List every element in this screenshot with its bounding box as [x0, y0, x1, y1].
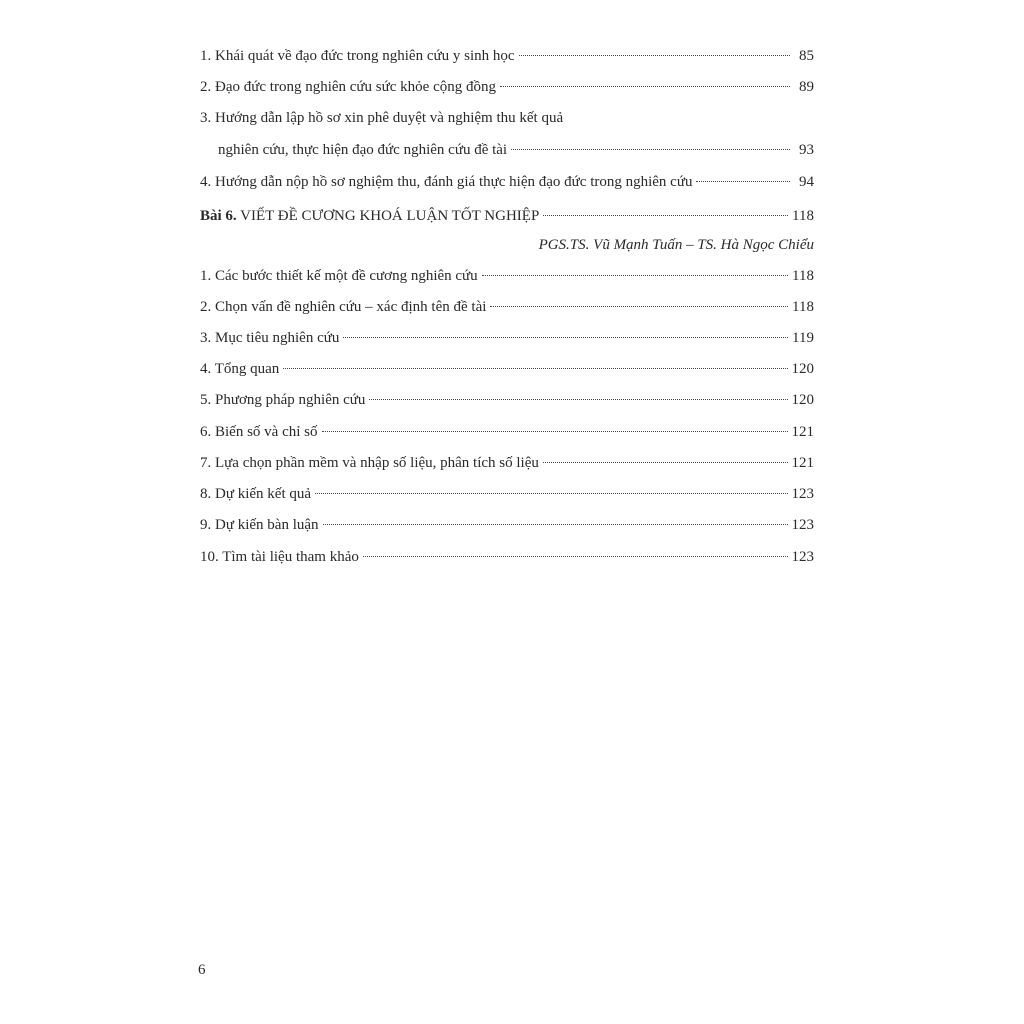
chapter-heading — [200, 205, 814, 227]
toc-entry-title: 3. Mục tiêu nghiên cứu — [200, 330, 340, 346]
toc-entry-page: 120 — [791, 361, 814, 377]
toc-entry — [200, 514, 814, 536]
toc-entry-title: 5. Phương pháp nghiên cứu — [200, 392, 366, 408]
toc-entry — [200, 76, 814, 98]
toc-entry-title: 7. Lựa chọn phần mềm và nhập số liệu, phân tích số liệu — [200, 455, 539, 471]
toc-entry-title: 10. Tìm tài liệu tham khảo — [200, 549, 359, 565]
toc-entry-title: 4. Tổng quan — [200, 361, 280, 377]
toc-entry-page: 121 — [791, 455, 814, 471]
toc-entry — [200, 389, 814, 411]
toc-leader-dots — [543, 462, 788, 463]
toc-entry-title: 8. Dự kiến kết quả — [200, 486, 312, 502]
toc-leader-dots — [543, 215, 788, 216]
toc-leader-dots — [519, 55, 790, 56]
toc-entry-title: 4. Hướng dẫn nộp hồ sơ nghiệm thu, đánh giá thực hiện đạo đức trong nghiên cứu — [200, 174, 693, 190]
toc-entry-page: 94 — [799, 174, 814, 190]
toc-leader-dots — [482, 275, 788, 276]
toc-leader-dots — [323, 524, 788, 525]
toc-entry — [200, 171, 814, 193]
toc-entry-page: 120 — [791, 392, 814, 408]
toc-entry — [200, 483, 814, 505]
chapter-number: Bài 6. — [200, 208, 237, 224]
toc-entry-title: 2. Chọn vấn đề nghiên cứu – xác định tên đề tài — [200, 299, 487, 315]
toc-entry-page: 118 — [792, 299, 814, 315]
chapter-page: 118 — [792, 208, 814, 224]
toc-entry — [218, 139, 814, 161]
toc-entry-page: 118 — [792, 268, 814, 284]
page-number: 6 — [198, 962, 206, 978]
toc-entry-page: 119 — [792, 330, 814, 346]
chapter-title: VIẾT ĐỀ CƯƠNG KHOÁ LUẬN TỐT NGHIỆP — [240, 208, 540, 224]
toc-leader-dots — [511, 149, 790, 150]
toc-entry-page: 123 — [791, 486, 814, 502]
toc-leader-dots — [363, 556, 788, 557]
toc-entry — [200, 546, 814, 568]
toc-entry — [200, 358, 814, 380]
toc-leader-dots — [322, 431, 788, 432]
toc-entry-page: 93 — [799, 142, 814, 158]
toc-leader-dots — [315, 493, 787, 494]
toc-entry-title: 2. Đạo đức trong nghiên cứu sức khỏe cộng đồng — [200, 79, 496, 95]
toc-entry — [200, 45, 814, 67]
toc-leader-dots — [500, 86, 790, 87]
toc-entry — [200, 421, 814, 443]
toc-leader-dots — [490, 306, 788, 307]
toc-leader-dots — [343, 337, 788, 338]
toc-entry — [200, 296, 814, 318]
toc-leader-dots — [696, 181, 790, 182]
toc-leader-dots — [283, 368, 787, 369]
toc-entry — [200, 327, 814, 349]
toc-entry-title: 1. Các bước thiết kế một đề cương nghiên cứu — [200, 268, 478, 284]
toc-entry-title: 9. Dự kiến bàn luận — [200, 517, 319, 533]
toc-entry-page: 89 — [799, 79, 814, 95]
toc-entry-title: 1. Khái quát về đạo đức trong nghiên cứu y sinh học — [200, 48, 515, 64]
toc-entry-title-line1: 3. Hướng dẫn lập hồ sơ xin phê duyệt và nghiệm thu kết quả — [200, 110, 564, 126]
toc-entry-title: 6. Biến số và chỉ số — [200, 424, 318, 440]
toc-entry-title-line2: nghiên cứu, thực hiện đạo đức nghiên cứu đề tài — [218, 142, 508, 158]
toc-entry-page: 121 — [791, 424, 814, 440]
toc-entry-page: 85 — [799, 48, 814, 64]
toc-leader-dots — [369, 399, 787, 400]
toc-entry-page: 123 — [791, 517, 814, 533]
toc-entry — [200, 265, 814, 287]
toc-entry-page: 123 — [791, 549, 814, 565]
chapter-title-group — [200, 205, 539, 227]
chapter-authors: PGS.TS. Vũ Mạnh Tuấn – TS. Hà Ngọc Chiểu — [538, 237, 814, 253]
toc-entry — [200, 452, 814, 474]
